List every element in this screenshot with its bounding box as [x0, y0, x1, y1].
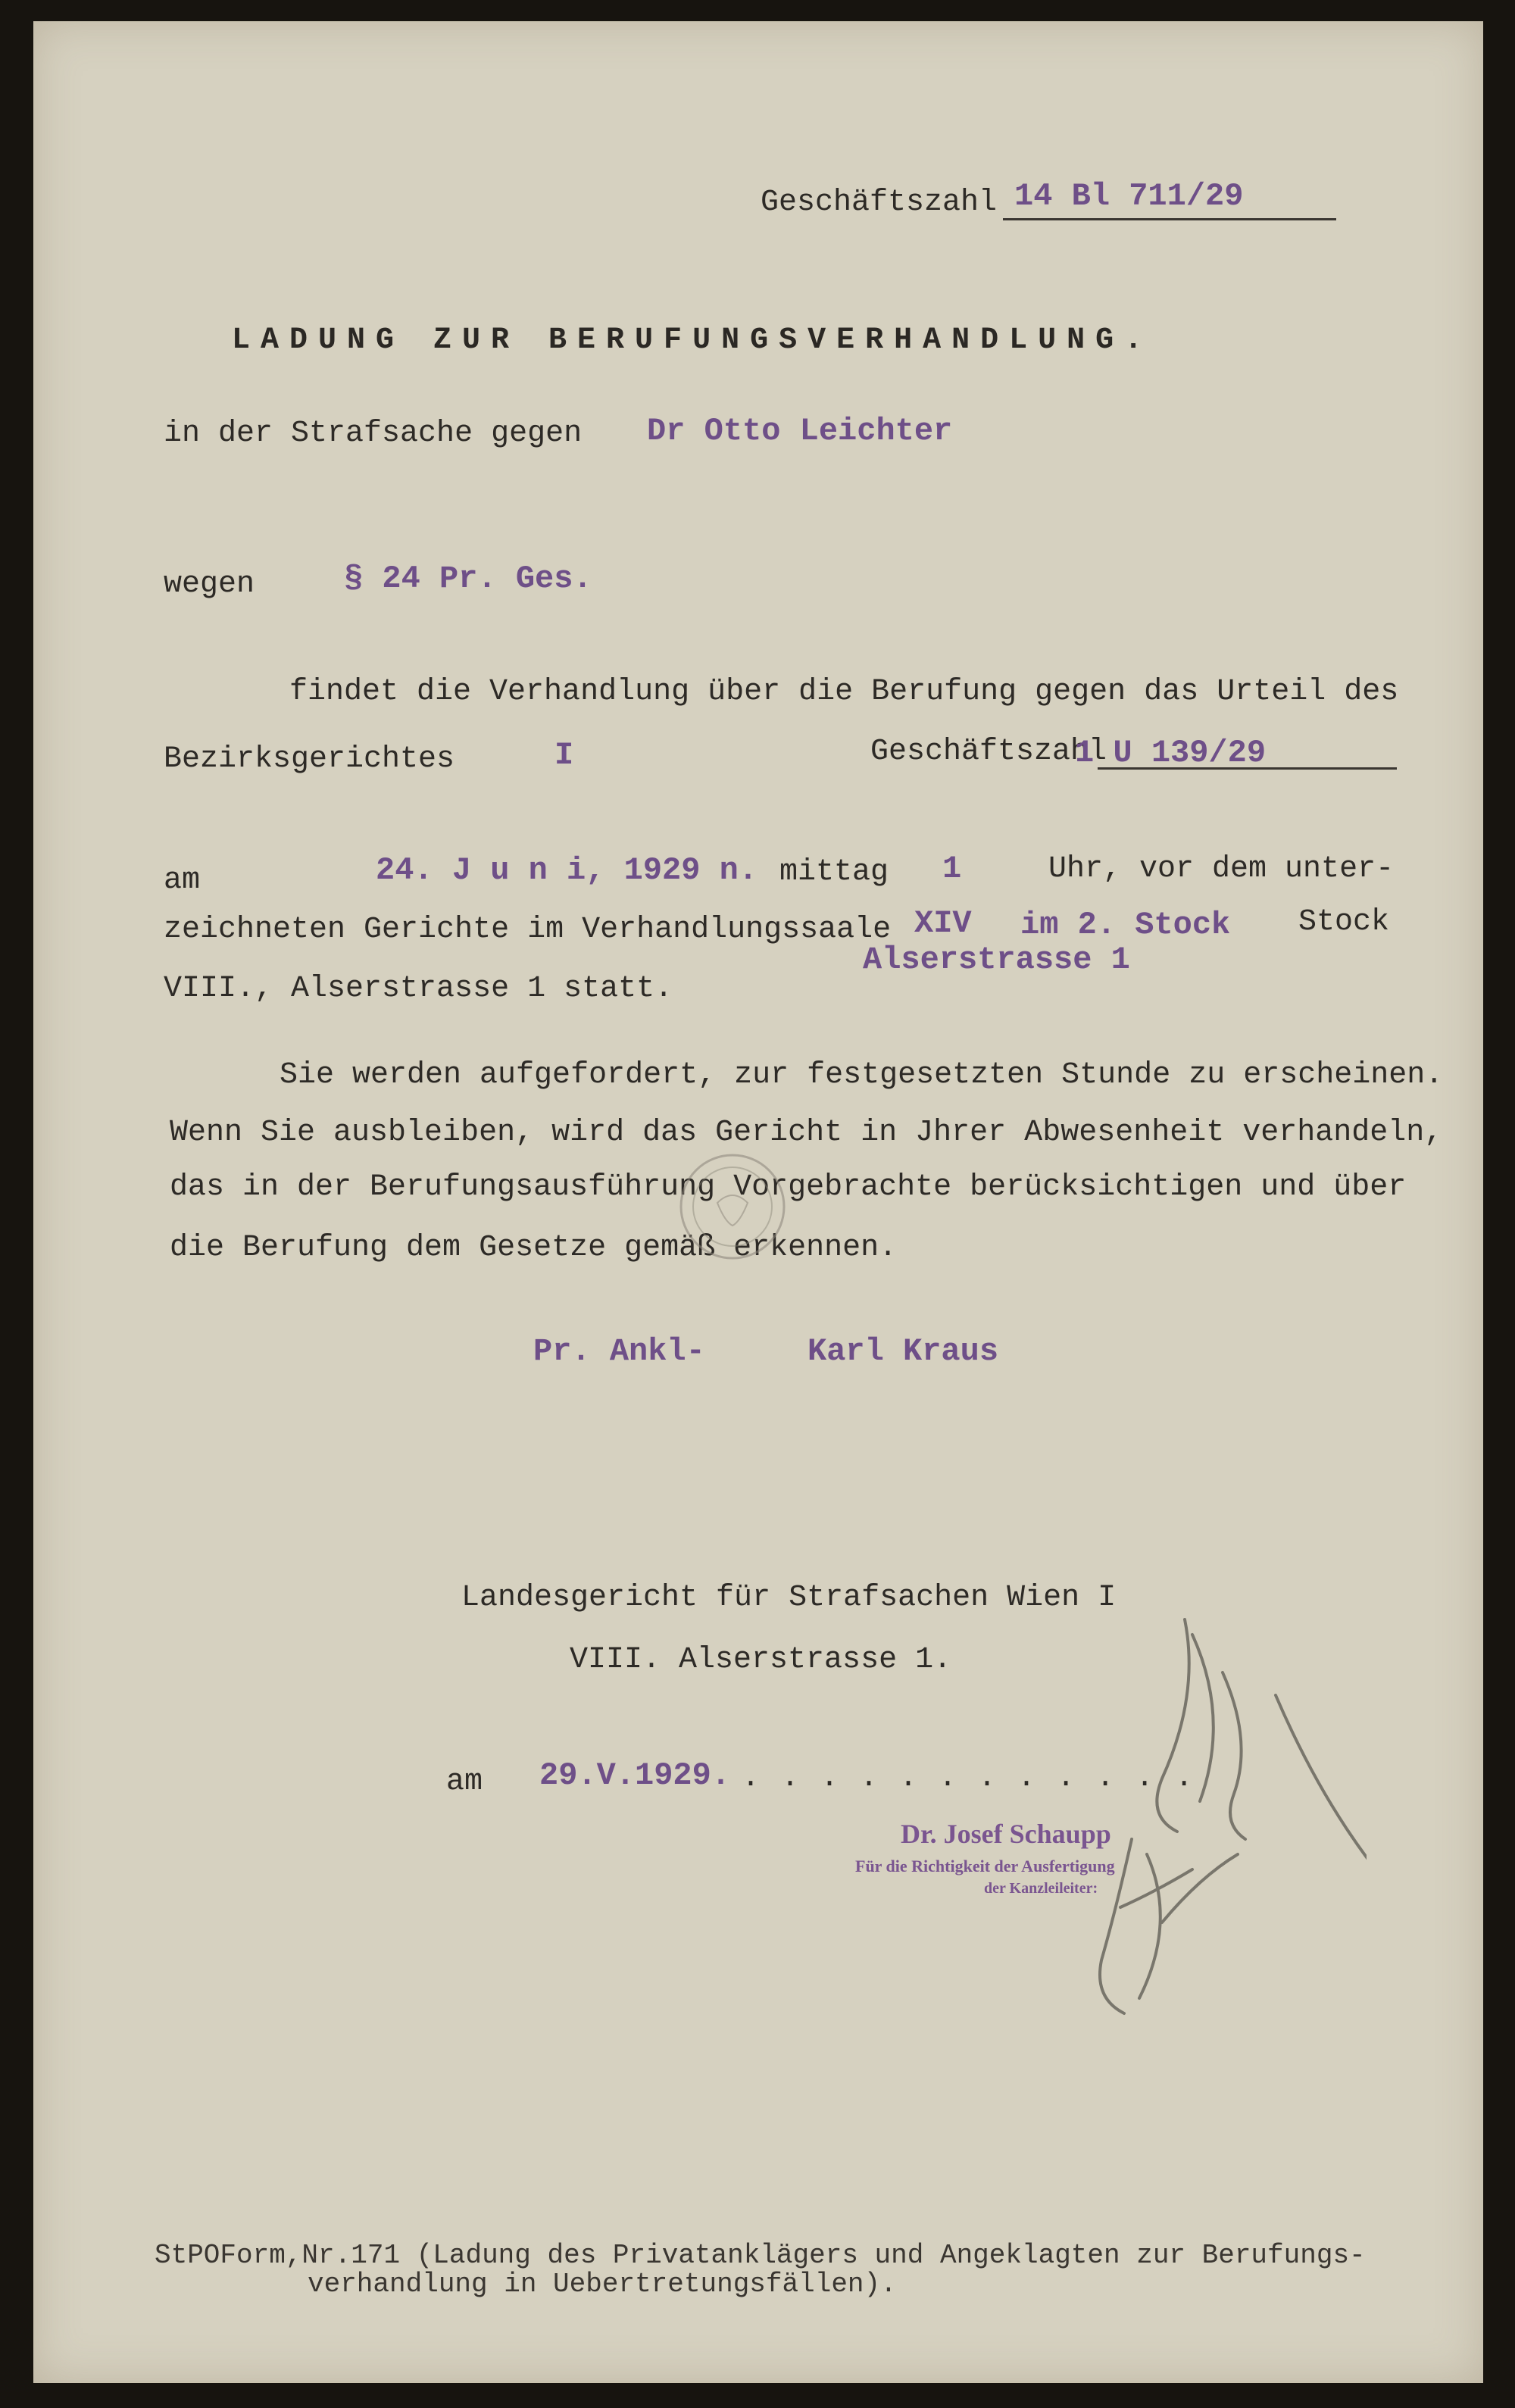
- hearing-date: 24. J u n i, 1929 n.: [376, 852, 758, 889]
- dateline-label: am: [446, 1765, 483, 1799]
- dateline-value: 29.V.1929.: [539, 1757, 731, 1794]
- gz-label: Geschäftszahl: [870, 735, 1107, 769]
- footer-line-1: StPOForm,Nr.171 (Ladung des Privatanklägers und Angeklagten zur Berufungs-: [155, 2240, 1366, 2271]
- paragraph-line-3: das in der Berufungsausführung Vorgebrachte berücksichtigen und über: [170, 1170, 1407, 1204]
- court-value: I: [554, 737, 574, 773]
- party-left: Pr. Ankl-: [533, 1333, 705, 1370]
- stock-label: Stock: [1298, 905, 1390, 939]
- document-title: LADUNG ZUR BERUFUNGSVERHANDLUNG.: [232, 323, 1154, 358]
- stamp-line-1: Für die Richtigkeit der Ausfertigung: [855, 1857, 1115, 1875]
- court-seal-icon: [676, 1150, 789, 1263]
- am-label: am: [164, 864, 201, 898]
- paragraph-line-4: die Berufung dem Gesetze gemäß erkennen.: [170, 1231, 898, 1265]
- footer-line-2: verhandlung in Uebertretungsfällen).: [308, 2269, 897, 2300]
- court-label: Bezirksgerichtes: [164, 742, 455, 776]
- case-label: in der Strafsache gegen: [164, 417, 583, 451]
- saal-value: XIV: [914, 905, 972, 942]
- alser-value: Alserstrasse 1: [863, 942, 1130, 978]
- court-line-1: Landesgericht für Strafsachen Wien I: [461, 1581, 1117, 1615]
- header-label: Geschäftszahl: [761, 186, 998, 220]
- charge-label: wegen: [164, 567, 255, 601]
- stock-value: im 2. Stock: [1020, 907, 1231, 943]
- defendant-name: Dr Otto Leichter: [647, 413, 953, 449]
- body-line-3-rest: Uhr, vor dem unter-: [1048, 852, 1395, 886]
- mittag-label: mittag: [779, 855, 889, 889]
- charge-value: § 24 Pr. Ges.: [344, 561, 592, 597]
- gz-value: 1 U 139/29: [1075, 735, 1267, 771]
- header-rule: [1003, 218, 1336, 220]
- court-line-2: VIII. Alserstrasse 1.: [570, 1643, 952, 1677]
- body-line-5: VIII., Alserstrasse 1 statt.: [164, 972, 673, 1006]
- body-line-1: findet die Verhandlung über die Berufung gegen das Urteil des: [289, 675, 1399, 709]
- body-line-4: zeichneten Gerichte im Verhandlungssaale: [164, 913, 892, 947]
- paragraph-line-1: Sie werden aufgefordert, zur festgesetzten Stunde zu erscheinen.: [280, 1058, 1444, 1092]
- hearing-hour: 1: [942, 851, 962, 887]
- stamp-line-2: der Kanzleileiter:: [984, 1880, 1098, 1897]
- dateline-dots: . . . . . . . . . . . .: [742, 1761, 1195, 1795]
- gz-rule: [1098, 767, 1397, 770]
- stamp-name: Dr. Josef Schaupp: [901, 1819, 1111, 1849]
- header-value: 14 Bl 711/29: [1014, 178, 1244, 214]
- document-page: [33, 21, 1483, 2383]
- handwritten-signature: [1048, 1604, 1367, 2029]
- paragraph-line-2: Wenn Sie ausbleiben, wird das Gericht in Jhrer Abwesenheit verhandeln,: [170, 1116, 1443, 1150]
- party-right: Karl Kraus: [807, 1333, 999, 1370]
